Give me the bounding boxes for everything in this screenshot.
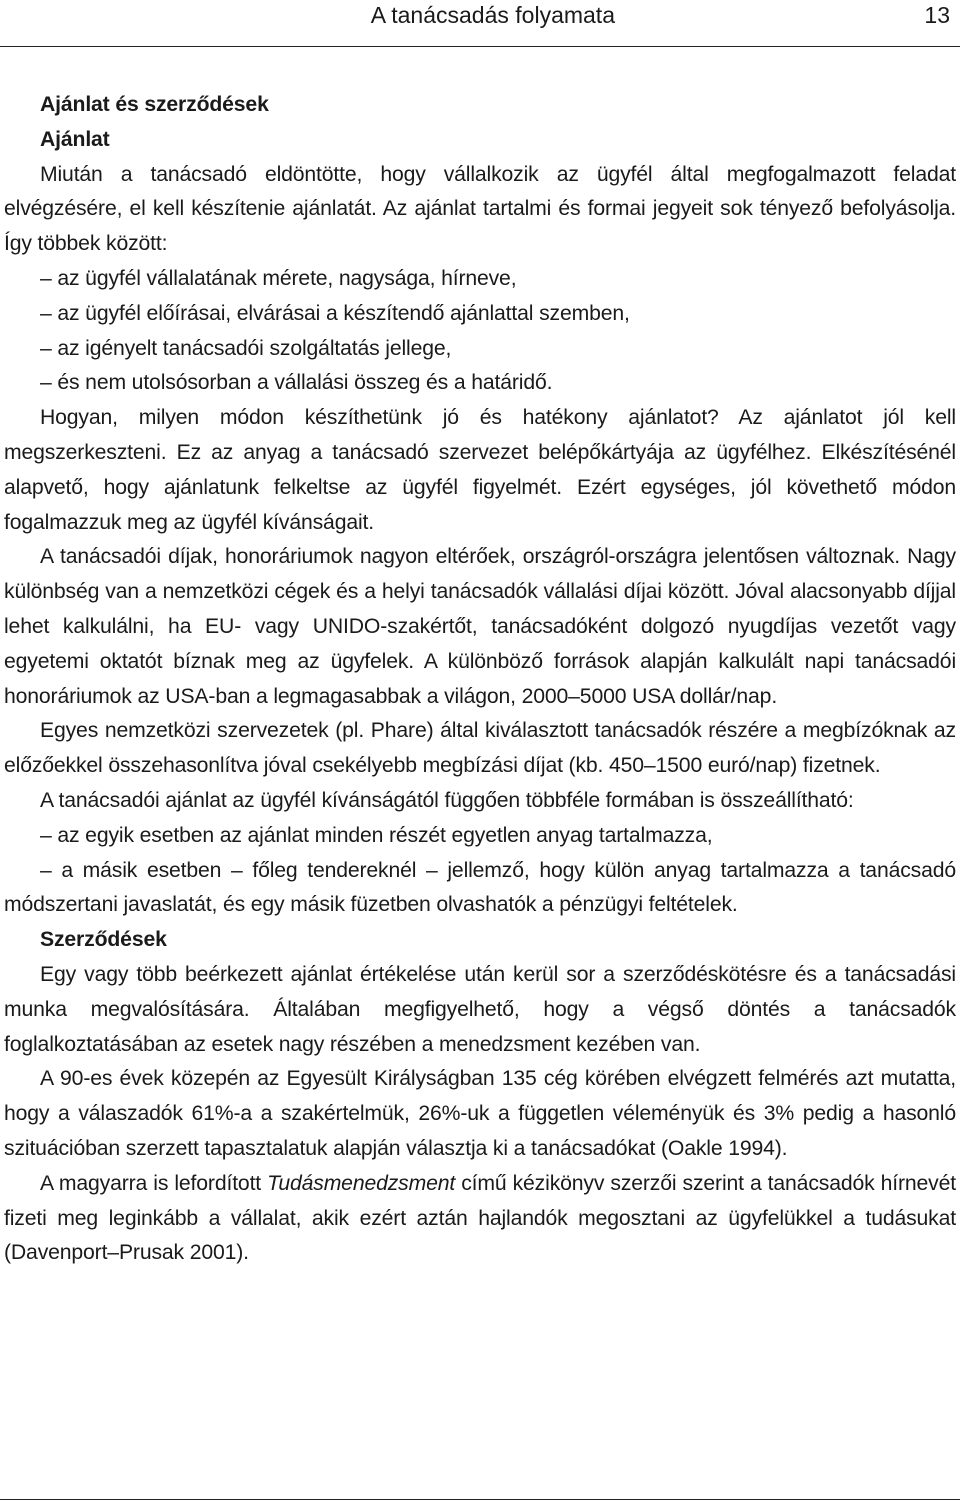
section-title: Ajánlat és szerződések (40, 93, 269, 116)
paragraph-phare-fees: Egyes nemzetközi szervezetek (pl. Phare) által kiválasztott tanácsadók részére a megbízóknak az előzőekkel összehasonlítva jóval csekélyebb megbízási díjat (kb. 450–1500 euró/nap) fizetnek. (4, 719, 956, 778)
page-number: 13 (924, 2, 950, 28)
p8-text-after: című kézikönyv szerzői szerint a tanácsadók hírnevét fizeti meg leginkább a vállalat, akik ezért aztán hajlandók megosztani az ügyfelükkel a tudásukat (Davenport–Prusak 2001). (4, 1171, 956, 1265)
list-item: – és nem utolsósorban a vállalási összeg és a határidő. (40, 371, 553, 395)
paragraph-offer-intro: Miután a tanácsadó eldöntötte, hogy vállalkozik az ügyfél által megfogalmazott feladat elvégzésére, el kell készítenie ajánlatát. Az ajánlat tartalmi és formai jegyeit sok tényező befolyásolja. Így többek között: (4, 162, 956, 256)
paragraph-offer-quality: Hogyan, milyen módon készíthetünk jó és hatékony ajánlatot? Az ajánlatot jól kell megszerkeszteni. Ez az anyag a tanácsadó szervezet belépőkártyája az ügyfélhez. Elkészítésénél alapvető, hogy ajánlatunk felkeltse az ügyfél figyelmét. Ezért egységes, jól követhető módon fogalmazzuk meg az ügyfél kívánságait. (4, 406, 956, 534)
paragraph-uk-survey: A 90-es évek közepén az Egyesült Királyságban 135 cég körében elvégzett felmérés azt mutatta, hogy a válaszadók 61%-a a szakértelmük, 26%-uk a független véleményük és 3% pedig a hasonló szituációban szerzett tapasztalatuk alapján választja ki a tanácsadókat (Oakle 1994). (4, 1067, 956, 1160)
page-header (0, 0, 960, 47)
paragraph-offer-forms: A tanácsadói ajánlat az ügyfél kívánságától függően többféle formában is összeállítható: (40, 788, 854, 812)
page-body (4, 88, 956, 1271)
contracts-heading: Szerződések (40, 928, 167, 952)
list-item: – a másik esetben – főleg tendereknél – jellemző, hogy külön anyag tartalmazza a tanácsadó módszertani javaslatát, és egy másik füzetben olvashatók a pénzügyi feltételek. (4, 858, 956, 917)
running-title: A tanácsadás folyamata (370, 2, 615, 28)
list-item: – az igényelt tanácsadói szolgáltatás jellege, (40, 336, 452, 360)
paragraph-knowledge-management (4, 1167, 956, 1271)
paragraph-fees: A tanácsadói díjak, honoráriumok nagyon eltérőek, országról-országra jelentősen változnak. Nagy különbség van a nemzetközi cégek és a helyi tanácsadók vállalási díjai között. Jóval alacsonyabb díjjal lehet kalkulálni, ha EU- vagy UNIDO-szakértőt, tanácsadóként dolgozó nyugdíjas vezetőt vagy egyetemi oktatót bíznak meg az ügyfelek. A különböző források alapján kalkulált napi tanácsadói honoráriumok az USA-ban a legmagasabbak a világon, 2000–5000 USA dollár/nap. (4, 545, 956, 708)
book-title: Tudásmenedzsment (267, 1171, 456, 1195)
footer-rule (0, 1499, 960, 1500)
paragraph-contracts: Egy vagy több beérkezett ajánlat értékelése után kerül sor a szerződéskötésre és a tanácsadási munka megvalósítására. Általában megfigyelhető, hogy a végső döntés a tanácsadók foglalkoztatásában az esetek nagy részében a menedzsment kezében van. (4, 962, 956, 1056)
list-item: – az ügyfél vállalatának mérete, nagysága, hírneve, (40, 266, 517, 290)
list-item: – az ügyfél előírásai, elvárásai a készítendő ajánlattal szemben, (40, 301, 630, 325)
p8-text-before: A magyarra is lefordított (40, 1171, 268, 1195)
list-item: – az egyik esetben az ajánlat minden részét egyetlen anyag tartalmazza, (40, 823, 713, 847)
offer-heading: Ajánlat (40, 127, 110, 151)
